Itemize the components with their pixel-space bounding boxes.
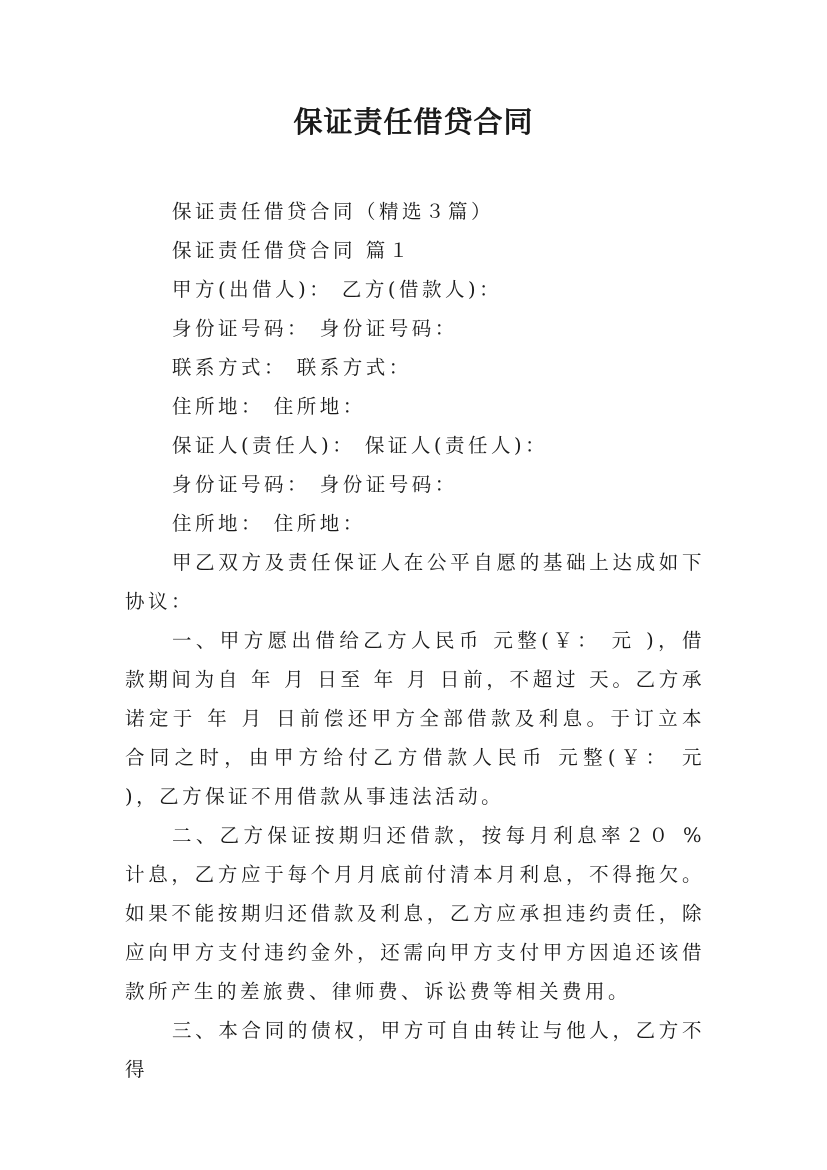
address-line: 住所地： 住所地： (172, 395, 366, 418)
guarantor-id-number-line: 身份证号码： 身份证号码： (172, 473, 458, 496)
clause-3-paragraph: 三、本合同的债权，甲方可自由转让与他人，乙方不得 (125, 1019, 705, 1081)
section-heading: 保证责任借贷合同 篇１ (172, 239, 412, 262)
subtitle-line: 保证责任借贷合同（精选３篇） (172, 200, 495, 223)
document-body (125, 192, 705, 1089)
contact-line: 联系方式： 联系方式： (172, 356, 412, 379)
id-number-line: 身份证号码： 身份证号码： (172, 317, 458, 340)
clause-1-paragraph: 一、甲方愿出借给乙方人民币 元整(￥： 元 )，借款期间为自 年 月 日至 年 月 日前，不超过 天。乙方承诺定于 年 月 日前偿还甲方全部借款及利息。于订立本合同之时，由甲方给付乙方借款人民币 元整(￥： 元 )，乙方保证不用借款从事违法活动。 (125, 629, 705, 808)
party-line-lender-borrower: 甲方(出借人)： 乙方(借款人)： (172, 278, 503, 301)
agreement-intro-paragraph: 甲乙双方及责任保证人在公平自愿的基础上达成如下协议： (125, 551, 705, 613)
document-title: 保证责任借贷合同 (293, 105, 534, 139)
guarantor-address-line: 住所地： 住所地： (172, 512, 366, 535)
guarantor-line: 保证人(责任人)： 保证人(责任人)： (172, 434, 549, 457)
clause-2-paragraph: 二、乙方保证按期归还借款，按每月利息率２０ %计息，乙方应于每个月月底前付清本月利息，不得拖欠。如果不能按期归还借款及利息，乙方应承担违约责任，除应向甲方支付违约金外，还需向甲方支付甲方因追还该借款所产生的差旅费、律师费、诉讼费等相关费用。 (125, 824, 705, 1003)
